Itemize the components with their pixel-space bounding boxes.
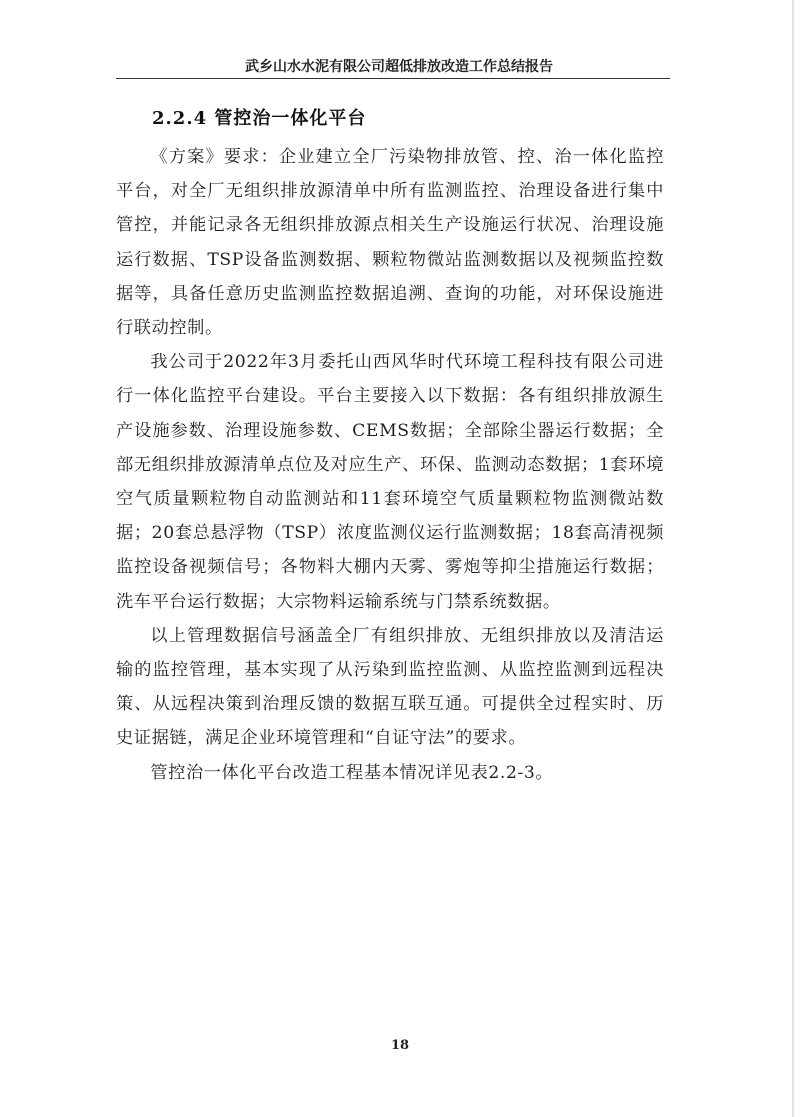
- paragraph-coverage: 以上管理数据信号涵盖全厂有组织排放、无组织排放以及清洁运输的监控管理，基本实现了从污染到监控监测、从监控监测到远程决策、从远程决策到治理反馈的数据互联互通。可提供全过程实时、历史证据链，满足企业环境管理和“自证守法”的要求。: [116, 625, 664, 749]
- header-divider: [116, 78, 670, 79]
- page-number: 18: [390, 1038, 410, 1053]
- section-heading: 2.2.4 管控治一体化平台: [152, 108, 367, 129]
- paragraph-platform-construction: 我公司于2022年3月委托山西风华时代环境工程科技有限公司进行一体化监控平台建设。平台主要接入以下数据：各有组织排放源生产设施参数、治理设施参数、CEMS数据；全部除尘器运行数据；全部无组织排放源清单点位及对应生产、环保、监测动态数据；1套环境空气质量颗粒物自动监测站和11套环境空气质量颗粒物监测微站数据；20套总悬浮物（TSP）浓度监测仪运行监测数据；18套高清视频监控设备视频信号；各物料大棚内天雾、雾炮等抑尘措施运行数据；洗车平台运行数据；大宗物料运输系统与门禁系统数据。: [116, 352, 664, 612]
- paragraph-requirement: 《方案》要求：企业建立全厂污染物排放管、控、治一体化监控平台，对全厂无组织排放源清单中所有监测监控、治理设备进行集中管控，并能记录各无组织排放源点相关生产设施运行状况、治理设施运行数据、TSP设备监测数据、颗粒物微站监测数据以及视频监控数据等，具备任意历史监测监控数据追溯、查询的功能，对环保设施进行联动控制。: [116, 147, 664, 339]
- paragraph-table-reference: 管控治一体化平台改造工程基本情况详见表2.2-3。: [150, 762, 554, 783]
- running-header-title: 武乡山水水泥有限公司超低排放改造工作总结报告: [245, 59, 553, 75]
- page-edge-shadow: [792, 0, 794, 1117]
- body-text: [116, 140, 664, 790]
